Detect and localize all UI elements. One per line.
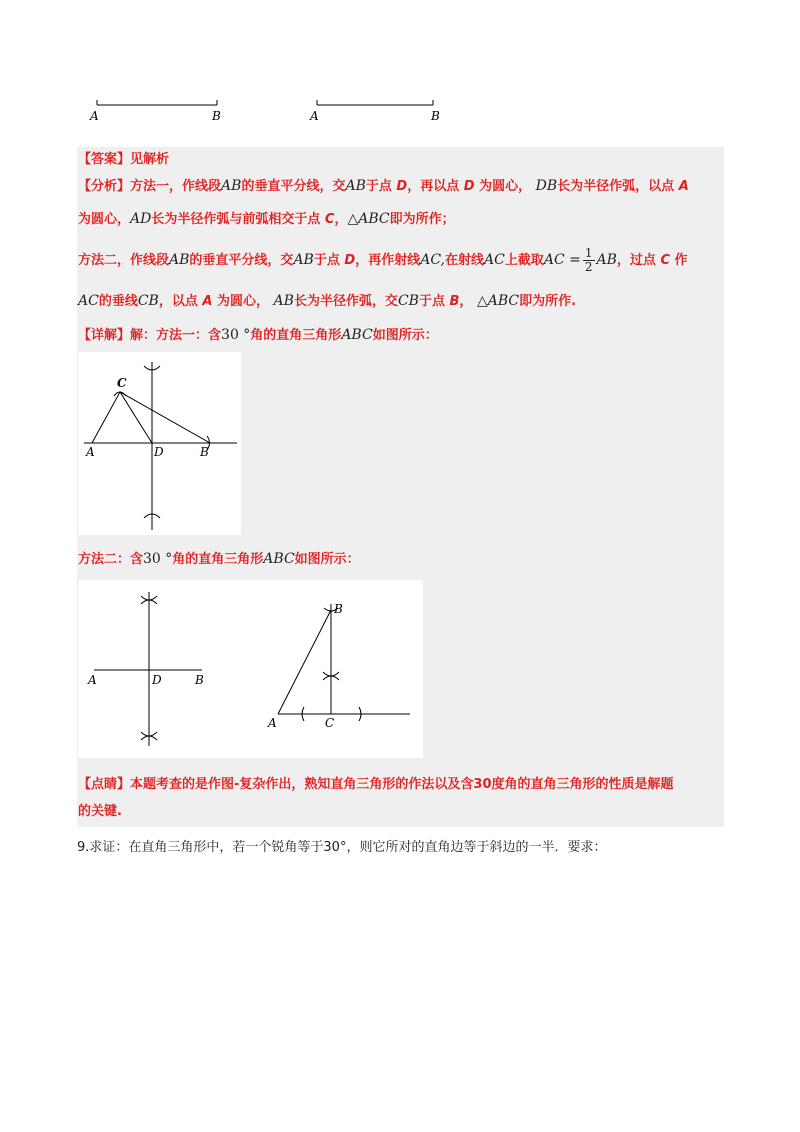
math-ac: AC	[78, 293, 99, 309]
analysis-text: ，再作射线	[355, 253, 421, 268]
math-abc: ABC	[487, 293, 520, 309]
degree-value: 30 °	[221, 327, 251, 343]
math-ab: AB	[293, 252, 314, 268]
figure-method-one	[78, 352, 241, 535]
figure-method-one-drawing	[78, 352, 241, 535]
analysis-text: 方法二，作线段	[78, 253, 170, 268]
comment-line-2	[78, 802, 122, 822]
math-cb: CB	[397, 293, 419, 309]
analysis-text: 为圆心，	[78, 212, 131, 227]
math-ac: AC,	[420, 252, 445, 268]
method-two-line	[78, 549, 360, 570]
question-9: 9.求证：在直角三角形中，若一个锐角等于30°，则它所对的直角边等于斜边的一半．要求：	[77, 840, 607, 855]
fig1-label-d: D	[154, 445, 164, 459]
segment1-label-a: A	[90, 109, 99, 123]
analysis-label: 【分析】	[78, 179, 131, 194]
fig3-label-c: C	[325, 716, 335, 730]
analysis-text: ，以点	[158, 294, 198, 309]
analysis-line-1	[78, 176, 689, 197]
analysis-text: 在射线	[444, 253, 484, 268]
math-cb: CB	[137, 293, 159, 309]
segment1-label-b: B	[212, 109, 221, 123]
analysis-text: 的垂线	[98, 294, 138, 309]
math-ab: AB	[221, 178, 242, 194]
analysis-text: 于点	[365, 179, 392, 194]
analysis-text: 即为所作；	[389, 212, 455, 227]
analysis-text: 长为半径作弧，交	[293, 294, 398, 309]
analysis-text: 为圆心，	[216, 294, 269, 309]
analysis-text: 作	[674, 253, 688, 268]
fraction-numerator: 1	[584, 246, 593, 260]
point-c: C	[660, 253, 670, 268]
point-d: D	[463, 179, 475, 194]
math-ab: AB	[596, 252, 617, 268]
fig1-label-a: A	[86, 445, 95, 459]
method-two-text: 角的直角三角形	[172, 552, 264, 567]
analysis-text: 为圆心，	[479, 179, 532, 194]
analysis-text: 方法一，作线段	[130, 179, 222, 194]
math-db: DB	[535, 178, 558, 194]
analysis-text: 的垂直平分线，交	[189, 253, 294, 268]
point-d: D	[396, 179, 408, 194]
fig3-label-a: A	[268, 716, 277, 730]
analysis-text: ，过点	[616, 253, 656, 268]
analysis-text: 长为半径作弧，以点	[557, 179, 675, 194]
detail-text: 解：方法一：含	[130, 328, 222, 343]
math-ab: AB	[273, 293, 294, 309]
math-abc: ABC	[341, 327, 373, 343]
math-ad: AD	[130, 211, 152, 227]
analysis-text: 于点	[313, 253, 340, 268]
analysis-text: 的垂直平分线，交	[241, 179, 346, 194]
analysis-line-4	[78, 291, 576, 312]
method-two-text: 方法二：含	[78, 552, 144, 567]
analysis-text: ，再以点	[407, 179, 460, 194]
analysis-line-2	[78, 209, 455, 230]
comment-text: 的关键.	[78, 804, 122, 819]
analysis-text: ，	[459, 294, 473, 309]
point-a: A	[678, 179, 689, 194]
fraction-denominator: 2	[584, 260, 593, 274]
math-abc: ABC	[358, 211, 390, 227]
point-a: A	[202, 294, 213, 309]
fig3-label-b: B	[334, 602, 343, 616]
point-d: D	[344, 253, 356, 268]
fraction-one-half	[583, 247, 595, 274]
figure-method-two	[78, 580, 423, 758]
triangle-symbol: △	[347, 211, 359, 227]
detail-text: 角的直角三角形	[250, 328, 342, 343]
point-c: C	[324, 212, 335, 227]
analysis-text: 于点	[418, 294, 445, 309]
math-ab: AB	[169, 252, 190, 268]
top-segments-figure	[80, 96, 460, 126]
comment-label: 【点睛】	[78, 777, 131, 792]
fig1-label-c: C	[117, 376, 127, 390]
segment2-label-a: A	[310, 109, 319, 123]
segment2-label-b: B	[431, 109, 440, 123]
detail-line	[78, 325, 438, 346]
figure-method-two-drawing	[78, 580, 423, 758]
math-equation-lhs: AC =	[543, 252, 581, 268]
math-ac: AC	[484, 252, 505, 268]
fig2-label-b: B	[195, 673, 204, 687]
detail-text: 如图所示：	[372, 328, 438, 343]
degree-value: 30 °	[143, 551, 173, 567]
method-two-text: 如图所示：	[294, 552, 360, 567]
analysis-text: 长为半径作弧与前弧相交于点	[151, 212, 321, 227]
fig2-label-d: D	[152, 673, 162, 687]
math-abc: ABC	[263, 551, 295, 567]
fig1-label-b: B	[200, 445, 209, 459]
comment-line-1	[78, 775, 674, 795]
detail-label: 【详解】	[78, 328, 131, 343]
point-b: B	[449, 294, 460, 309]
analysis-text: 即为所作.	[519, 294, 577, 309]
analysis-line-3	[78, 247, 688, 274]
answer-line	[78, 150, 169, 170]
comment-text: 本题考查的是作图-复杂作出，熟知直角三角形的作法以及含30度角的直角三角形的性质是解题	[130, 777, 674, 792]
answer-text: 见解析	[130, 152, 170, 167]
analysis-text: ，	[334, 212, 348, 227]
answer-label: 【答案】	[78, 152, 131, 167]
triangle-symbol: △	[476, 293, 488, 309]
analysis-text: 上截取	[504, 253, 544, 268]
math-ab: AB	[345, 178, 366, 194]
fig2-label-a: A	[88, 673, 97, 687]
